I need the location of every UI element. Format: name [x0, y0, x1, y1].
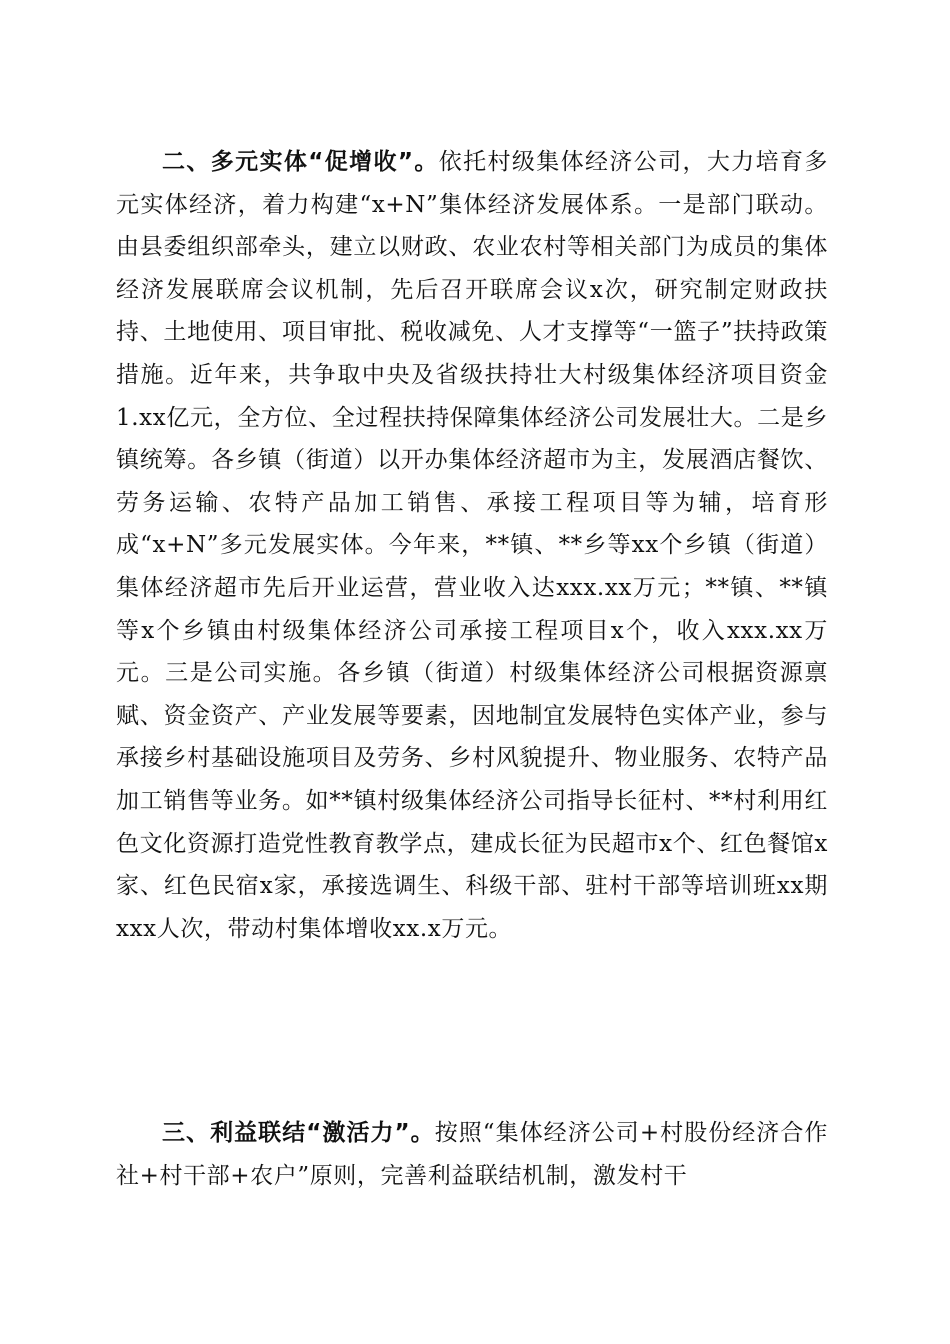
paragraph-2-body: 依托村级集体经济公司，大力培育多元实体经济，着力构建“x+N”集体经济发展体系。一是部门联动。由县委组织部牵头，建立以财政、农业农村等相关部门为成员的集体经济发展联席会议机制，先后召开联席会议x次，研究制定财政扶持、土地使用、项目审批、税收减免、人才支撑等“一篮子”扶持政策措施。近年来，共争取中央及省级扶持壮大村级集体经济项目资金1.xx亿元，全方位、全过程扶持保障集体经济公司发展壮大。二是乡镇统筹。各乡镇（街道）以开办集体经济超市为主，发展酒店餐饮、劳务运输、农特产品加工销售、承接工程项目等为辅，培育形成“x+N”多元发展实体。今年来，**镇、**乡等xx个乡镇（街道）集体经济超市先后开业运营，营业收入达xxx.xx万元；**镇、**镇等x个乡镇由村级集体经济公司承接工程项目x个，收入xxx.xx万元。三是公司实施。各乡镇（街道）村级集体经济公司根据资源禀赋、资金资产、产业发展等要素，因地制宜发展特色实体产业，参与承接乡村基础设施项目及劳务、乡村风貌提升、物业服务、农特产品加工销售等业务。如**镇村级集体经济公司指导长征村、**村利用红色文化资源打造党性教育教学点，建成长征为民超市x个、红色餐馆x家、红色民宿x家，承接选调生、科级干部、驻村干部等培训班xx期xxx人次，带动村集体增收xx.x万元。 — [116, 149, 828, 942]
paragraph-3-body: 按照“集体经济公司+村股份经济合作社+村干部+农户”原则，完善利益联结机制，激发村干 — [116, 1120, 828, 1189]
paragraph-2-text — [116, 141, 828, 950]
paragraph-3 — [116, 1112, 828, 1197]
section-heading-3: 三、利益联结“激活力”。 — [162, 1120, 435, 1146]
paragraph-3-text — [116, 1112, 828, 1197]
paragraph-2 — [116, 141, 828, 950]
section-heading-2: 二、多元实体“促增收”。 — [162, 149, 439, 175]
